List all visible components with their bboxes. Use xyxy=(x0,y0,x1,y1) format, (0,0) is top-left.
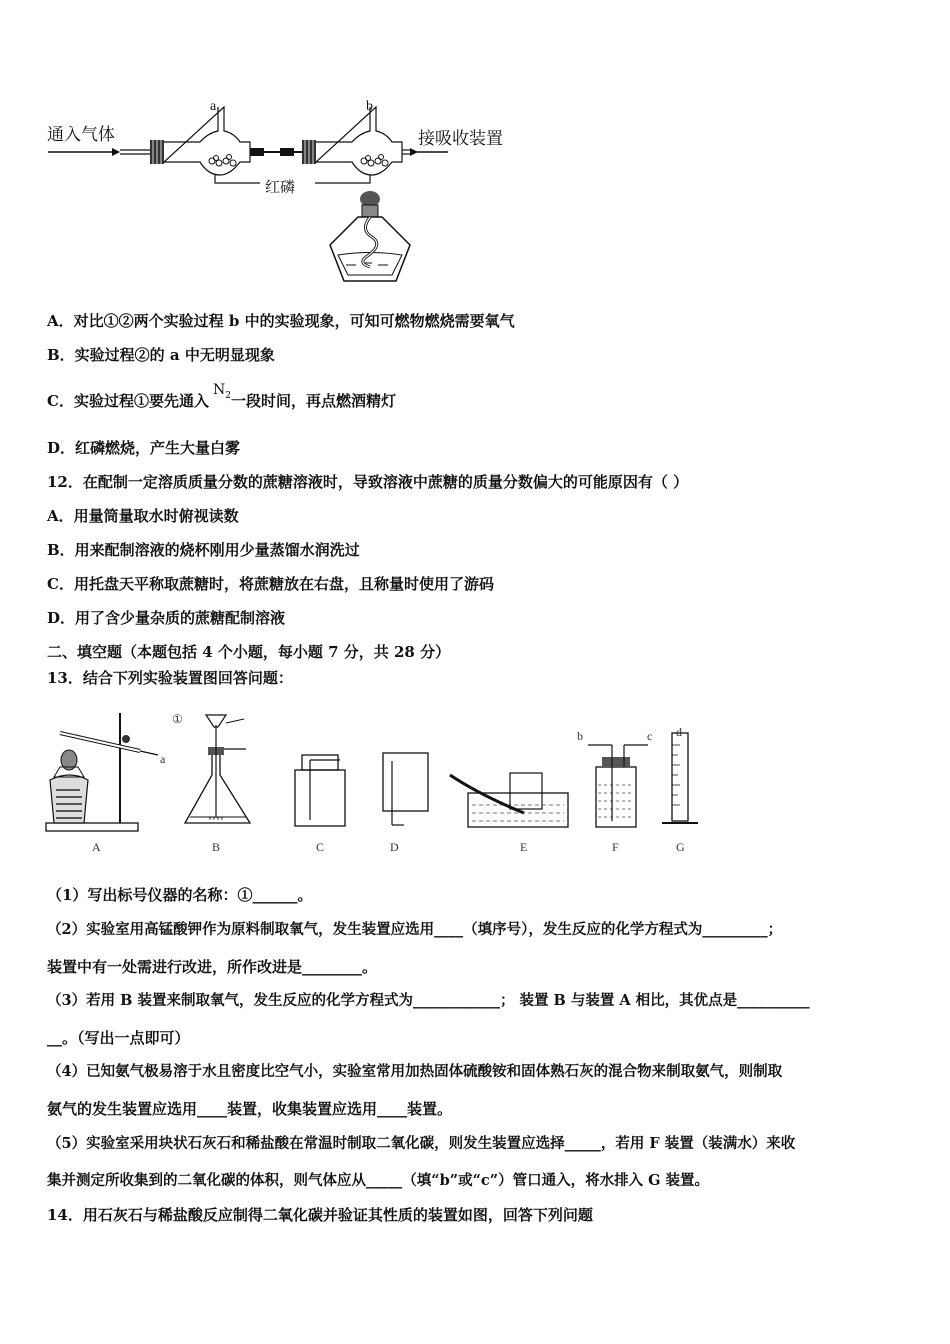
apparatus-label-b: B xyxy=(212,840,221,854)
q12-option-b: B．用来配制溶液的烧杯刚用少量蒸馏水润洗过 xyxy=(47,541,360,559)
n2-subscript: 2 xyxy=(225,390,231,401)
q11-option-c-suffix: 一段时间，再点燃酒精灯 xyxy=(230,392,396,410)
q13-part-4-line-2: 氨气的发生装置应选用____装置，收集装置应选用____装置。 xyxy=(47,1100,453,1118)
tube-b-label: b xyxy=(366,99,373,114)
n2-symbol: N xyxy=(212,382,226,398)
q11-option-b: B．实验过程②的 a 中无明显现象 xyxy=(47,346,275,364)
tube-a-label: a xyxy=(210,99,217,114)
apparatus-label-e: E xyxy=(520,840,528,854)
mark-b: b xyxy=(577,729,583,743)
q11-option-d: D．红磷燃烧，产生大量白雾 xyxy=(47,439,241,457)
q13-part-3-line-1: （3）若用 B 装置来制取氧气，发生反应的化学方程式为____________； 装置 B 与装置 A 相比，其优点是__________ xyxy=(47,992,810,1009)
apparatus-label-c: C xyxy=(316,840,325,854)
q12-option-c: C．用托盘天平称取蔗糖时，将蔗糖放在右盘，且称量时使用了游码 xyxy=(47,575,494,593)
section-title: 二、填空题（本题包括 4 个小题，每小题 7 分，共 28 分） xyxy=(47,643,451,661)
combustion-apparatus-drawing xyxy=(40,95,520,295)
q12-option-a: A．用量筒量取水时俯视读数 xyxy=(47,507,239,525)
apparatus-label-a: A xyxy=(92,840,101,854)
gas-inlet-label: 通入气体 xyxy=(47,125,115,144)
apparatus-label-d: D xyxy=(390,840,399,854)
apparatus-label-g: G xyxy=(676,840,685,854)
q13-part-5-line-2: 集并测定所收集到的二氧化碳的体积，则气体应从_____（填“b”或“c”）管口通入，将水排入 G 装置。 xyxy=(47,1172,710,1189)
q11-option-c-prefix: C．实验过程①要先通入 xyxy=(47,392,209,410)
svg-text:∘∘∘∘: ∘∘∘∘ xyxy=(208,814,224,823)
q13-part-1: （1）写出标号仪器的名称：①______。 xyxy=(47,886,313,904)
q13-part-2-line-1: （2）实验室用高锰酸钾作为原料制取氧气，发生装置应选用____（填序号），发生反应的化学方程式为_________； xyxy=(47,921,783,938)
q13-part-5-line-1: （5）实验室采用块状石灰石和稀盐酸在常温时制取二氧化碳，则发生装置应选择_____，若用 F 装置（装满水）来收 xyxy=(47,1135,796,1152)
q11-option-a: A．对比①②两个实验过程 b 中的实验现象，可知可燃物燃烧需要氧气 xyxy=(47,312,515,330)
q13-part-2-line-2: 装置中有一处需进行改进，所作改进是________。 xyxy=(47,958,378,976)
red-phosphorus-label: 红磷 xyxy=(265,179,296,196)
q14-stem: 14．用石灰石与稀盐酸反应制得二氧化碳并验证其性质的装置如图，回答下列问题 xyxy=(47,1206,593,1224)
n2-formula xyxy=(212,382,231,401)
mark-a: a xyxy=(160,752,166,766)
lab-apparatus-drawing xyxy=(40,705,710,845)
apparatus-label-f: F xyxy=(612,840,619,854)
q11-option-c xyxy=(47,382,396,418)
q12-option-d: D．用了含少量杂质的蔗糖配制溶液 xyxy=(47,609,286,627)
mark-c: c xyxy=(647,729,653,743)
absorber-label: 接吸收装置 xyxy=(418,129,503,148)
q12-stem: 12．在配制一定溶质质量分数的蔗糖溶液时，导致溶液中蔗糖的质量分数偏大的可能原因有（ ） xyxy=(47,473,689,491)
q13-part-3-line-2: __。（写出一点即可） xyxy=(47,1029,190,1047)
q13-stem: 13．结合下列实验装置图回答问题： xyxy=(47,669,293,687)
mark-d: d xyxy=(676,725,682,739)
q13-part-4-line-1: （4）已知氨气极易溶于水且密度比空气小，实验室常用加热固体硫酸铵和固体熟石灰的混合物来制取氨气，则制取 xyxy=(47,1063,783,1080)
circle-1-mark: ① xyxy=(172,712,183,726)
